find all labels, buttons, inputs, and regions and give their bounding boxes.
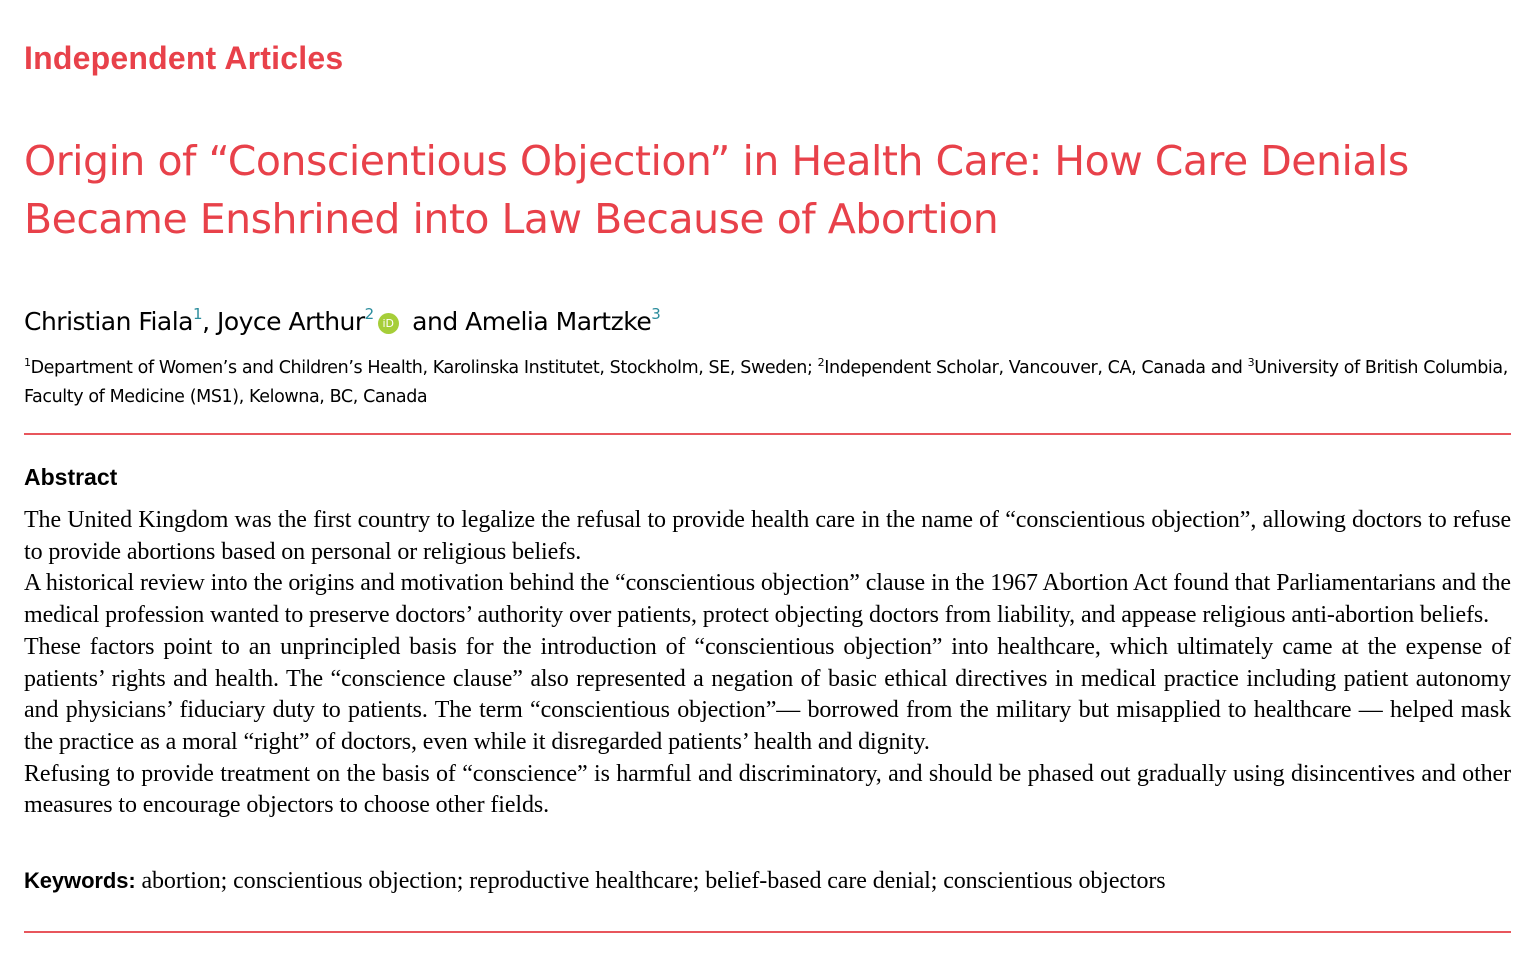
abstract-paragraph: Refusing to provide treatment on the basis of “conscience” is harmful and discriminatory, and should be phased out gradually using disincentives and other measures to encourage objectors to choose other fields. [24, 760, 1511, 819]
keywords-label: Keywords: [24, 868, 136, 893]
affil-number: 3 [1247, 356, 1255, 369]
author-separator: , [202, 307, 217, 336]
affiliation: University of British Columbia, Faculty of Medicine (MS1), Kelowna, BC, Canada [24, 358, 1508, 407]
divider [24, 931, 1511, 933]
abstract-paragraph: These factors point to an unprincipled basis for the introduction of “conscientious objection” into healthcare, which ultimately came at the expense of patients’ rights and health. The “conscience clause” also represented a negation of basic ethical directives in medical practice including patient autonomy and physicians’ fiduciary duty to patients. The term “conscientious objection”— borrowed from the military but misapplied to healthcare — helped mask the practice as a moral “right” of doctors, even while it disregarded patients’ health and dignity. [24, 633, 1511, 755]
affil-number: 2 [817, 356, 825, 369]
affil-number: 1 [24, 356, 31, 369]
divider [24, 433, 1511, 435]
author-name[interactable]: Christian Fiala [24, 307, 194, 336]
orcid-icon[interactable]: iD [378, 313, 399, 334]
author-affil-ref[interactable]: 1 [193, 305, 203, 323]
author-separator: and [404, 307, 466, 336]
abstract-paragraph: The United Kingdom was the first country to legalize the refusal to provide health care in the name of “conscientious objection”, allowing doctors to refuse to provide abortions based on personal or religious beliefs. [24, 507, 1511, 565]
author-name[interactable]: Amelia Martzke [465, 307, 652, 336]
author-list [24, 305, 660, 336]
abstract-heading: Abstract [24, 464, 118, 490]
author-name[interactable]: Joyce Arthur [216, 307, 365, 336]
keywords [24, 868, 1511, 895]
affiliation: Independent Scholar, Vancouver, CA, Canada and [824, 358, 1248, 378]
author-affil-ref[interactable]: 3 [651, 305, 661, 323]
article-title: Origin of “Conscientious Objection” in Health Care: How Care Denials Became Enshrined into Law Because of Abortion [24, 137, 1409, 243]
author-affil-ref[interactable]: 2 [364, 305, 374, 323]
abstract-paragraph: A historical review into the origins and motivation behind the “conscientious objection” clause in the 1967 Abortion Act found that Parliamentarians and the medical profession wanted to preserve doctors’ authority over patients, protect objecting doctors from liability, and appease religious anti-abortion beliefs. [24, 570, 1511, 629]
affiliations [24, 348, 1514, 412]
abstract-body [24, 505, 1511, 822]
keywords-list: abortion; conscientious objection; reproductive healthcare; belief-based care denial; conscientious objectors [135, 868, 1166, 894]
section-label: Independent Articles [24, 40, 344, 76]
affiliation: Department of Women’s and Children’s Health, Karolinska Institutet, Stockholm, SE, Sweden; [30, 358, 818, 378]
